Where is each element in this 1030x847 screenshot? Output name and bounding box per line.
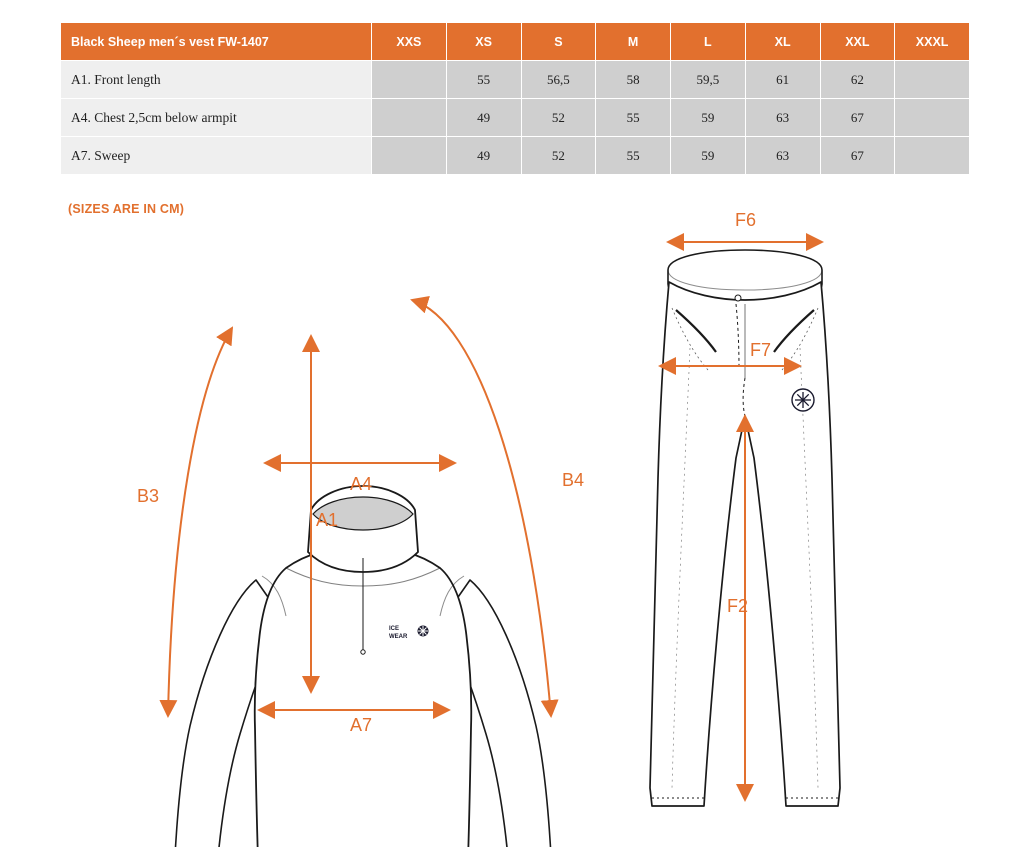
size-col-l: L	[671, 23, 746, 61]
cell-a4-s: 52	[521, 99, 596, 137]
snowflake-icon	[418, 626, 429, 637]
cell-a4-xxs	[372, 99, 447, 137]
table-header-row	[61, 23, 970, 61]
cell-a1-xxxl	[895, 61, 970, 99]
cell-a1-xl: 61	[745, 61, 820, 99]
size-col-xxxl: XXXL	[895, 23, 970, 61]
size-chart-header	[61, 23, 970, 61]
cell-a7-xl: 63	[745, 137, 820, 175]
measure-label-a1: A1	[316, 510, 339, 530]
measure-f6	[668, 210, 822, 242]
size-col-xxs: XXS	[372, 23, 447, 61]
table-row	[61, 61, 970, 99]
size-col-m: M	[596, 23, 671, 61]
brand-logo-line2: WEAR	[389, 634, 408, 640]
cell-a4-xxl: 67	[820, 99, 895, 137]
cell-a4-l: 59	[671, 99, 746, 137]
table-row	[61, 99, 970, 137]
measure-label-b3: B3	[137, 486, 160, 506]
size-chart-body	[61, 61, 970, 175]
cell-a4-xl: 63	[745, 99, 820, 137]
measure-label-f6: F6	[735, 210, 757, 230]
brand-logo-line1: ICE	[389, 626, 400, 632]
cell-a4-xxxl	[895, 99, 970, 137]
measure-label-f2: F2	[727, 596, 749, 616]
cell-a1-l: 59,5	[671, 61, 746, 99]
cell-a1-xs: 55	[446, 61, 521, 99]
cell-a7-xs: 49	[446, 137, 521, 175]
cell-a7-m: 55	[596, 137, 671, 175]
table-row	[61, 137, 970, 175]
top-garment-illustration	[174, 486, 553, 847]
measurement-diagrams	[0, 210, 1030, 843]
cell-a7-s: 52	[521, 137, 596, 175]
measure-label-a4: A4	[350, 474, 373, 494]
size-col-xxl: XXL	[820, 23, 895, 61]
cell-a4-xs: 49	[446, 99, 521, 137]
cell-a1-m: 58	[596, 61, 671, 99]
measure-label-a7: A7	[350, 715, 373, 735]
cell-a1-s: 56,5	[521, 61, 596, 99]
cell-a1-xxs	[372, 61, 447, 99]
cell-a4-m: 55	[596, 99, 671, 137]
units-note: (SIZES ARE IN CM)	[68, 202, 185, 216]
size-chart-table	[60, 22, 970, 175]
table-title-cell: Black Sheep men´s vest FW-1407	[61, 23, 372, 61]
measure-label-b4: B4	[562, 470, 585, 490]
row-label-a7: A7. Sweep	[61, 137, 372, 175]
row-label-a4: A4. Chest 2,5cm below armpit	[61, 99, 372, 137]
cell-a1-xxl: 62	[820, 61, 895, 99]
measure-label-f7: F7	[750, 340, 772, 360]
cell-a7-xxs	[372, 137, 447, 175]
cell-a7-xxxl	[895, 137, 970, 175]
size-col-xl: XL	[745, 23, 820, 61]
cell-a7-l: 59	[671, 137, 746, 175]
measure-a4	[265, 463, 455, 494]
snowflake-icon	[792, 389, 814, 411]
size-col-s: S	[521, 23, 596, 61]
size-col-xs: XS	[446, 23, 521, 61]
cell-a7-xxl: 67	[820, 137, 895, 175]
row-label-a1: A1. Front length	[61, 61, 372, 99]
